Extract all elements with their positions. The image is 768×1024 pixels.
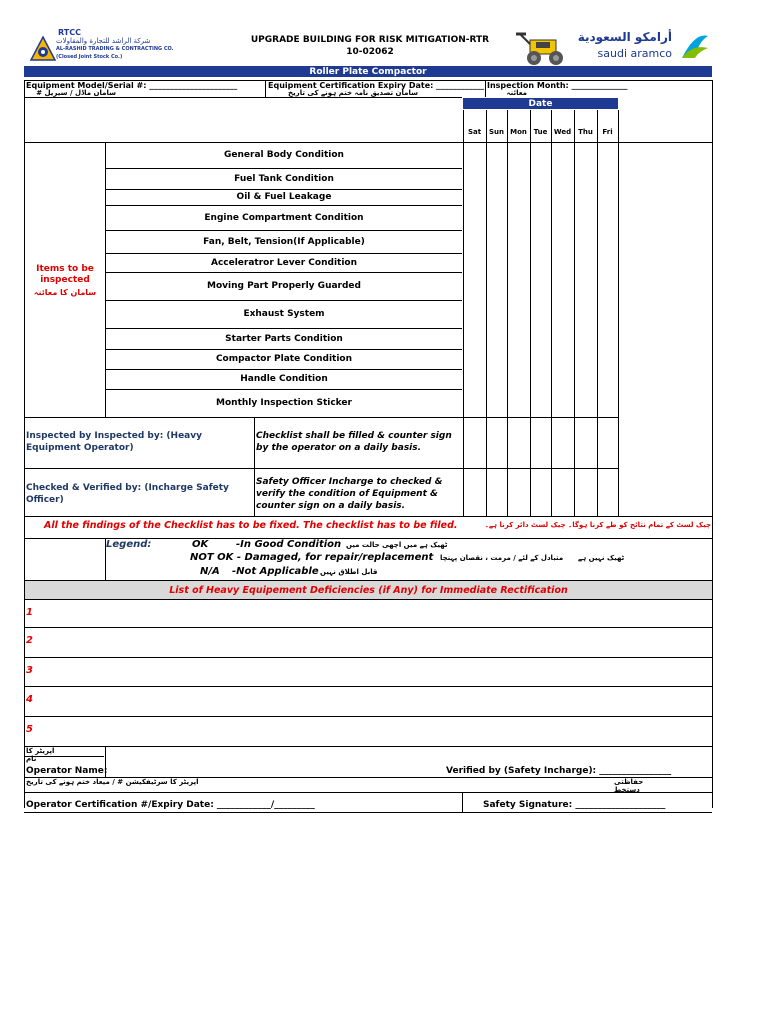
- inspected-by-label: Inspected by Inspected by: (Heavy Equipment Operator): [26, 431, 202, 453]
- deficiencies-title: List of Heavy Equipement Deficiencies (if Any) for Immediate Rectification: [169, 584, 568, 596]
- operator-cert-label: Operator Certification #/Expiry Date: ____________/_________: [26, 800, 315, 810]
- inspection-item: Acceleratror Lever Condition: [210, 257, 358, 268]
- safety-signature-urdu: حفاظتی دستخط: [614, 778, 644, 794]
- cert-expiry-label: Equipment Certification Expiry Date: ____________: [268, 81, 485, 90]
- legend-ok-urdu: ٹھیک ہے میں اچھی حالت میں: [346, 541, 448, 549]
- inspection-item: Fuel Tank Condition: [234, 173, 334, 184]
- form-title: Roller Plate Compactor: [309, 66, 427, 77]
- aramco-logo: [577, 30, 712, 64]
- company-sub: (Closed Joint Stock Co.): [56, 54, 123, 60]
- document-title: [230, 34, 510, 58]
- model-serial-label: Equipment Model/Serial #: ______________________: [26, 81, 238, 90]
- operator-name-urdu: آپریٹر کا نام: [26, 747, 55, 763]
- deficiency-number: 5: [26, 724, 33, 735]
- checked-note: Safety Officer Incharge to checked & verify the condition of Equipment & counter sign on a daily basis.: [256, 477, 443, 511]
- day-tue: Tue: [533, 128, 548, 136]
- verified-by-label: Verified by (Safety Incharge): ________________: [446, 766, 672, 776]
- legend-notok-urdu-1: متبادل کے لئے / مرمت ، نقصان پہنچا: [440, 554, 564, 562]
- items-label-urdu: سامان کا معائنہ: [33, 287, 97, 297]
- company-short: RTCC: [58, 28, 81, 37]
- day-mon: Mon: [510, 128, 527, 136]
- company-name: AL-RASHID TRADING & CONTRACTING CO.: [56, 46, 174, 52]
- date-header: Date: [463, 98, 618, 109]
- legend-notok-text: NOT OK - Damaged, for repair/replacement: [190, 552, 434, 563]
- legend-ok-text: -In Good Condition: [236, 539, 342, 550]
- checked-by-label: Checked & Verified by: (Incharge Safety Officer): [26, 483, 229, 505]
- rtcc-emblem-icon: [30, 36, 56, 62]
- day-sun: Sun: [488, 128, 504, 136]
- inspection-item: Engine Compartment Condition: [204, 212, 364, 223]
- inspected-note: Checklist shall be filled & counter sign by the operator on a daily basis.: [256, 431, 452, 453]
- inspection-item: Fan, Belt, Tension(If Applicable): [203, 236, 365, 247]
- day-fri: Fri: [602, 128, 613, 136]
- day-thu: Thu: [578, 128, 593, 136]
- findings-note-urdu: چیک لسٹ کے تمام نتائج کو طے کرنا ہوگا۔ چیک لسٹ دائر کرنا ہے۔: [484, 521, 711, 529]
- legend-na-urdu: قابل اطلاق نہیں: [320, 568, 378, 576]
- day-sat: Sat: [467, 128, 482, 136]
- inspection-item: Handle Condition: [240, 374, 328, 384]
- safety-signature-label: Safety Signature: ____________________: [483, 800, 666, 810]
- aramco-arabic: أرامكو السعودية: [577, 30, 672, 44]
- title-line-1: UPGRADE BUILDING FOR RISK MITIGATION-RTR: [250, 35, 490, 45]
- items-label: Items to be inspected: [36, 263, 94, 285]
- inspection-month-urdu: معائنہ: [506, 89, 527, 97]
- form-title-bar: [24, 66, 712, 77]
- deficiencies-title-bar: [25, 581, 712, 599]
- legend-ok-code: OK: [192, 539, 209, 550]
- legend-label: Legend:: [106, 539, 152, 550]
- company-logo: [24, 28, 174, 68]
- deficiency-number: 1: [26, 607, 33, 618]
- inspection-month-label: Inspection Month: ______________: [487, 81, 628, 90]
- company-arabic: شركة الراشد للتجارة والمقاولات: [56, 37, 151, 45]
- items-label-cell: [25, 143, 105, 417]
- inspection-item: Compactor Plate Condition: [215, 354, 353, 364]
- aramco-star-icon: [678, 30, 712, 62]
- inspection-item: Monthly Inspection Sticker: [216, 398, 352, 408]
- operator-name-label: Operator Name:: [26, 766, 108, 776]
- roller-compactor-image-icon: [512, 28, 572, 66]
- inspection-item: Moving Part Properly Guarded: [207, 281, 361, 291]
- aramco-latin: saudi aramco: [597, 47, 672, 60]
- inspection-item: Exhaust System: [243, 309, 325, 319]
- legend-na-text: -Not Applicable: [232, 566, 319, 577]
- day-wed: Wed: [553, 128, 572, 136]
- model-serial-urdu: سامان ماڈل / سیریل #: [36, 89, 116, 97]
- inspection-item: General Body Condition: [224, 150, 344, 160]
- deficiency-number: 4: [26, 694, 33, 705]
- legend-na-code: N/A: [200, 566, 220, 577]
- title-line-2: 10-02062: [346, 47, 394, 57]
- findings-note: All the findings of the Checklist has to be fixed. The checklist has to be filed.: [44, 520, 458, 531]
- inspection-item: Starter Parts Condition: [225, 333, 343, 344]
- inspection-item: Oil & Fuel Leakage: [236, 192, 332, 202]
- legend-notok-urdu-2: ٹھیک نہیں ہے: [578, 554, 625, 562]
- cert-expiry-urdu: سامان تصدیق نامہ ختم ہونے کی تاریخ: [288, 89, 418, 97]
- deficiency-number: 2: [26, 635, 33, 646]
- deficiency-number: 3: [26, 665, 33, 676]
- operator-cert-urdu: آپریٹر کا سرٹیفکیشن # / میعاد ختم ہونے کی تاریخ: [26, 778, 199, 786]
